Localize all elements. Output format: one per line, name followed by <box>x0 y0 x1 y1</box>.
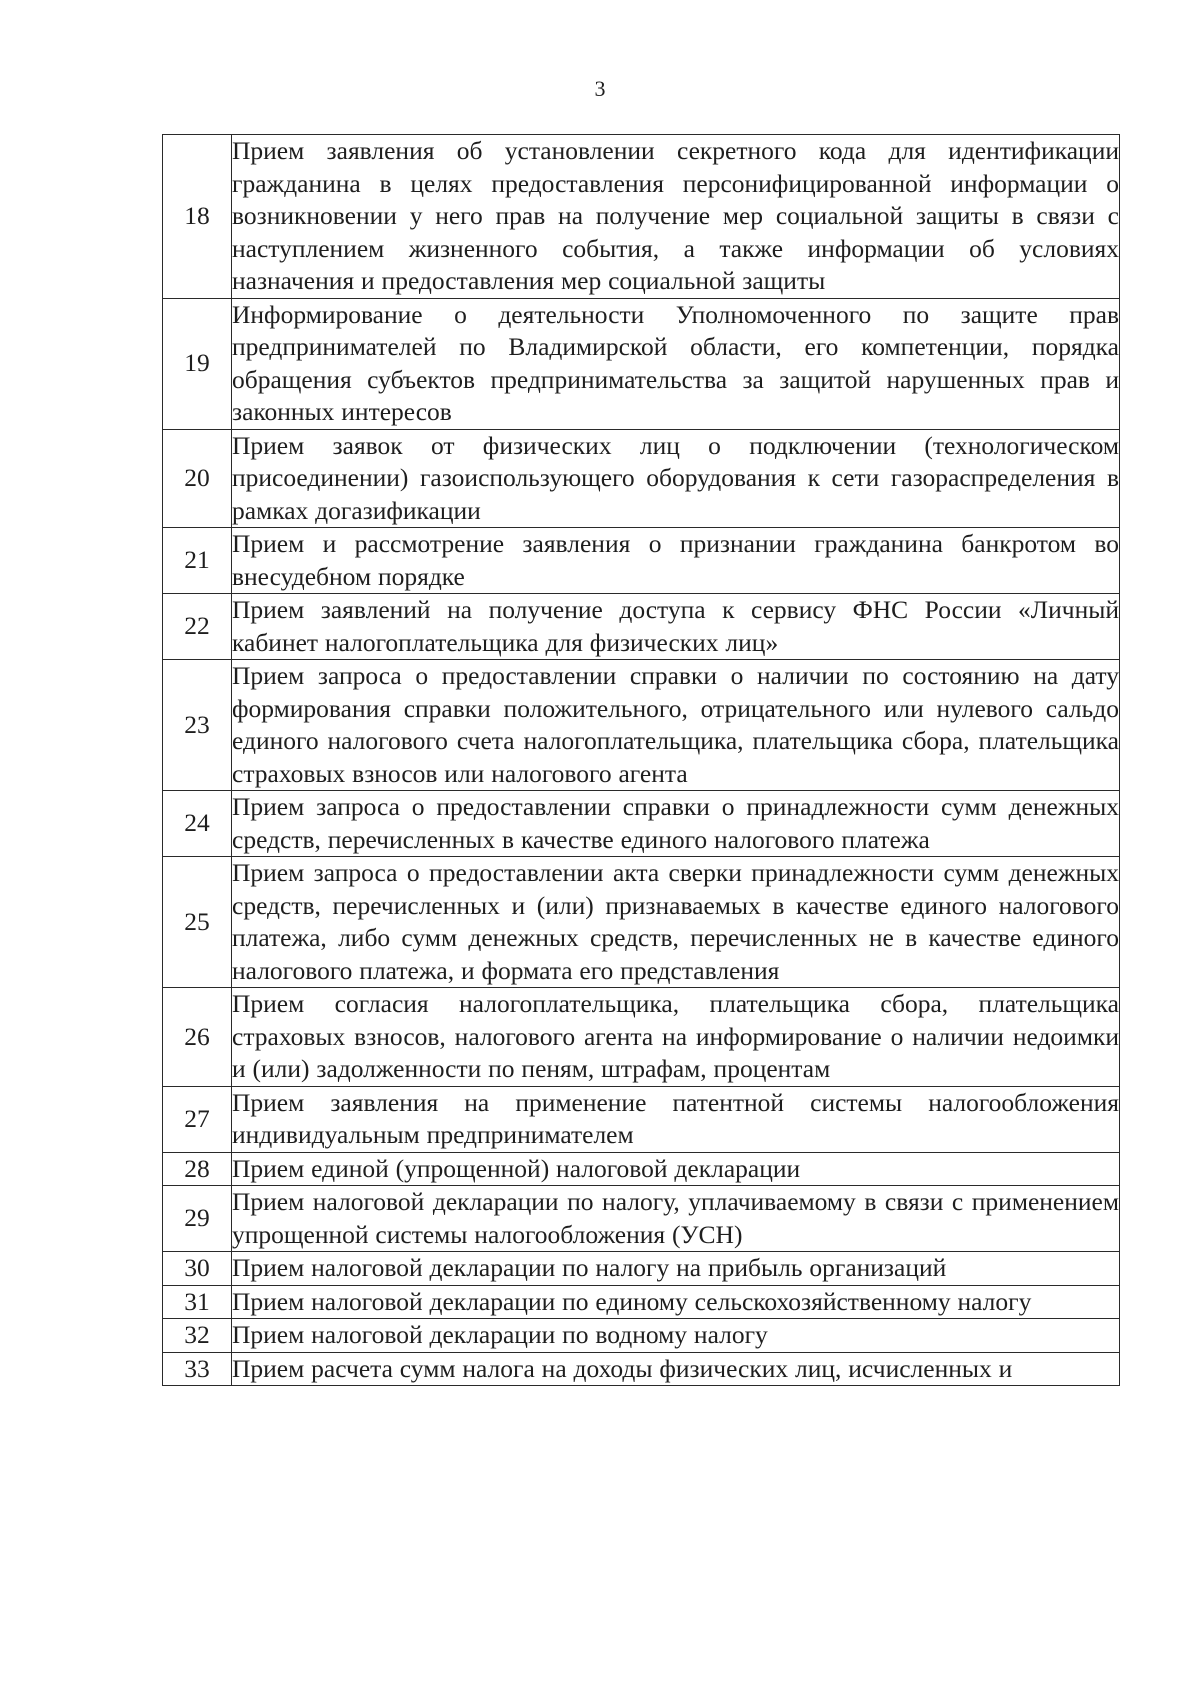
table-row <box>163 528 1120 594</box>
row-number: 27 <box>163 1086 232 1152</box>
table-row <box>163 1319 1120 1353</box>
row-number: 18 <box>163 135 232 299</box>
row-number: 24 <box>163 791 232 857</box>
service-description: Прием единой (упрощенной) налоговой декларации <box>232 1152 1120 1186</box>
row-number: 33 <box>163 1352 232 1386</box>
table-row <box>163 594 1120 660</box>
service-description: Прием запроса о предоставлении акта сверки принадлежности сумм денежных средств, перечисленных и (или) признаваемых в качестве единого налогового платежа, либо сумм денежных средств, перечисленных не в качестве единого налогового платежа, и формата его представления <box>232 857 1120 988</box>
row-number: 26 <box>163 988 232 1087</box>
service-description: Прием расчета сумм налога на доходы физических лиц, исчисленных и <box>232 1352 1120 1386</box>
table-row <box>163 1252 1120 1286</box>
service-description: Прием согласия налогоплательщика, плательщика сбора, плательщика страховых взносов, налогового агента на информирование о наличии недоимки и (или) задолженности по пеням, штрафам, процентам <box>232 988 1120 1087</box>
service-description: Прием запроса о предоставлении справки о принадлежности сумм денежных средств, перечисленных в качестве единого налогового платежа <box>232 791 1120 857</box>
row-number: 19 <box>163 298 232 429</box>
row-number: 29 <box>163 1186 232 1252</box>
page-number: 3 <box>594 76 606 101</box>
table-row <box>163 791 1120 857</box>
table-row <box>163 660 1120 791</box>
row-number: 30 <box>163 1252 232 1286</box>
table-row <box>163 1086 1120 1152</box>
service-description: Прием запроса о предоставлении справки о наличии по состоянию на дату формирования справки положительного, отрицательного или нулевого сальдо единого налогового счета налогоплательщика, плательщика сбора, плательщика страховых взносов или налогового агента <box>232 660 1120 791</box>
table-row <box>163 1186 1120 1252</box>
service-description: Прием налоговой декларации по единому сельскохозяйственному налогу <box>232 1285 1120 1319</box>
service-description: Прием заявлений на получение доступа к сервису ФНС России «Личный кабинет налогоплательщика для физических лиц» <box>232 594 1120 660</box>
service-description: Прием заявления на применение патентной системы налогообложения индивидуальным предпринимателем <box>232 1086 1120 1152</box>
service-description: Прием и рассмотрение заявления о признании гражданина банкротом во внесудебном порядке <box>232 528 1120 594</box>
table-row <box>163 857 1120 988</box>
row-number: 21 <box>163 528 232 594</box>
service-description: Прием заявок от физических лиц о подключении (технологическом присоединении) газоиспользующего оборудования к сети газораспределения в рамках догазификации <box>232 429 1120 528</box>
table-row <box>163 1352 1120 1386</box>
service-description: Прием налоговой декларации по водному налогу <box>232 1319 1120 1353</box>
table-row <box>163 1285 1120 1319</box>
table-row <box>163 298 1120 429</box>
table-row <box>163 988 1120 1087</box>
row-number: 22 <box>163 594 232 660</box>
services-table <box>162 134 1120 1386</box>
table-row <box>163 135 1120 299</box>
table-row <box>163 1152 1120 1186</box>
row-number: 25 <box>163 857 232 988</box>
table-row <box>163 429 1120 528</box>
row-number: 23 <box>163 660 232 791</box>
row-number: 20 <box>163 429 232 528</box>
row-number: 28 <box>163 1152 232 1186</box>
row-number: 32 <box>163 1319 232 1353</box>
service-description: Прием заявления об установлении секретного кода для идентификации гражданина в целях предоставления персонифицированной информации о возникновении у него прав на получение мер социальной защиты в связи с наступлением жизненного события, а также информации об условиях назначения и предоставления мер социальной защиты <box>232 135 1120 299</box>
row-number: 31 <box>163 1285 232 1319</box>
service-description: Прием налоговой декларации по налогу, уплачиваемому в связи с применением упрощенной системы налогообложения (УСН) <box>232 1186 1120 1252</box>
services-table-body <box>163 135 1120 1386</box>
service-description: Информирование о деятельности Уполномоченного по защите прав предпринимателей по Владимирской области, его компетенции, порядка обращения субъектов предпринимательства за защитой нарушенных прав и законных интересов <box>232 298 1120 429</box>
service-description: Прием налоговой декларации по налогу на прибыль организаций <box>232 1252 1120 1286</box>
